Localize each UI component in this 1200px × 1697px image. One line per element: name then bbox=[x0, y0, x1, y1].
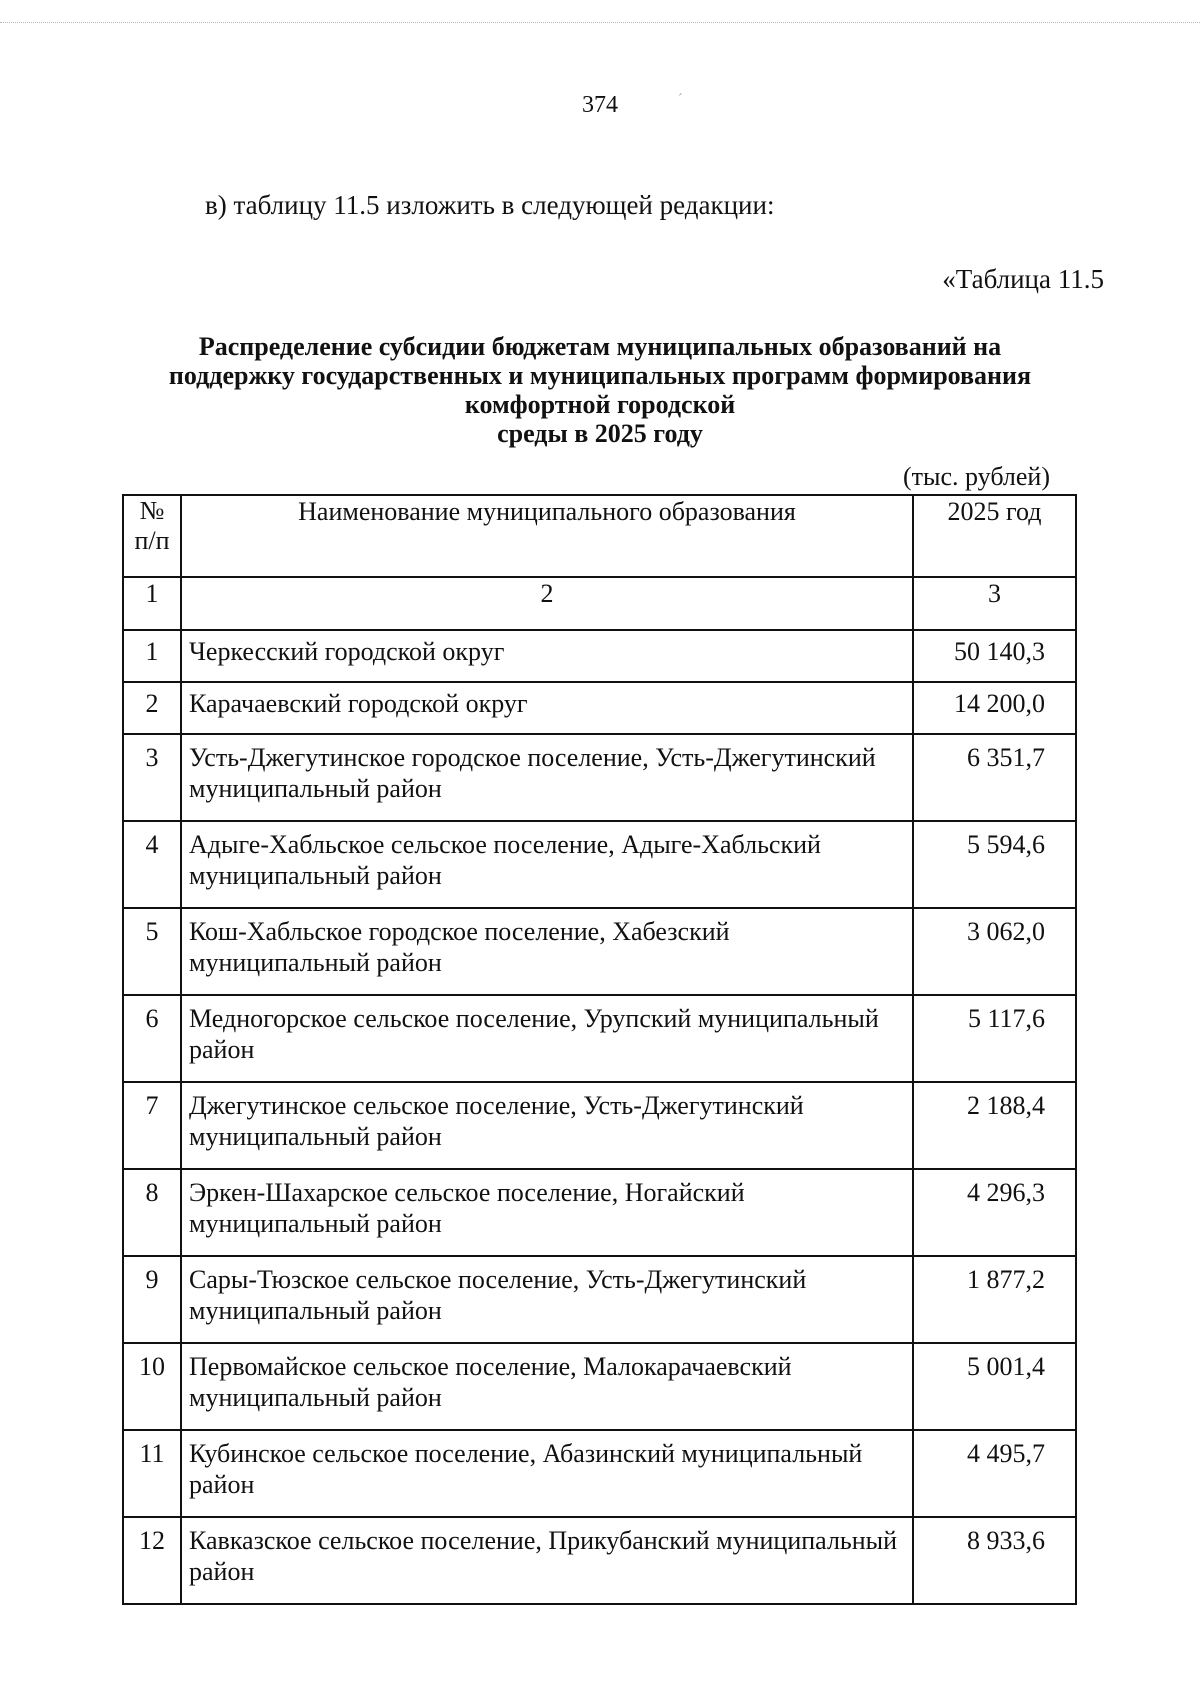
subsidy-amount: 3 062,0 bbox=[913, 908, 1076, 995]
municipality-name: Адыге-Хабльское сельское поселение, Адыге-Хабльский муниципальный район bbox=[181, 821, 913, 908]
municipality-name: Джегутинское сельское поселение, Усть-Джегутинский муниципальный район bbox=[181, 1082, 913, 1169]
table-header-row bbox=[123, 495, 1076, 577]
municipality-name: Первомайское сельское поселение, Малокарачаевский муниципальный район bbox=[181, 1343, 913, 1430]
municipality-name: Черкесский городской округ bbox=[181, 630, 913, 682]
scan-speck: ´ bbox=[678, 92, 683, 107]
table-row bbox=[123, 1256, 1076, 1343]
heading-line: среды в 2025 году bbox=[497, 419, 703, 448]
municipality-name: Кавказское сельское поселение, Прикубанский муниципальный район bbox=[181, 1517, 913, 1604]
row-number: 12 bbox=[123, 1517, 181, 1604]
heading-line: Распределение субсидии бюджетам муниципальных образований на bbox=[198, 332, 1002, 361]
table-row bbox=[123, 1082, 1076, 1169]
heading-line: комфортной городской bbox=[464, 390, 736, 419]
table-row bbox=[123, 995, 1076, 1082]
row-number: 8 bbox=[123, 1169, 181, 1256]
header-number: № п/п bbox=[123, 495, 181, 577]
row-number: 10 bbox=[123, 1343, 181, 1430]
row-number: 9 bbox=[123, 1256, 181, 1343]
subsidy-amount: 5 001,4 bbox=[913, 1343, 1076, 1430]
municipality-name: Усть-Джегутинское городское поселение, Усть-Джегутинский муниципальный район bbox=[181, 734, 913, 821]
subsidy-table bbox=[122, 494, 1077, 1605]
scan-top-edge bbox=[0, 0, 1200, 23]
subsidy-amount: 1 877,2 bbox=[913, 1256, 1076, 1343]
municipality-name: Кубинское сельское поселение, Абазинский муниципальный район bbox=[181, 1430, 913, 1517]
subsidy-amount: 14 200,0 bbox=[913, 682, 1076, 734]
row-number: 3 bbox=[123, 734, 181, 821]
table-heading bbox=[120, 332, 1080, 448]
municipality-name: Сары-Тюзское сельское поселение, Усть-Джегутинский муниципальный район bbox=[181, 1256, 913, 1343]
table-row bbox=[123, 734, 1076, 821]
units-note: (тыс. рублей) bbox=[902, 462, 1050, 491]
row-number: 11 bbox=[123, 1430, 181, 1517]
table-row bbox=[123, 908, 1076, 995]
row-number: 6 bbox=[123, 995, 181, 1082]
municipality-name: Эркен-Шахарское сельское поселение, Ногайский муниципальный район bbox=[181, 1169, 913, 1256]
row-number: 1 bbox=[123, 630, 181, 682]
table-row bbox=[123, 1169, 1076, 1256]
header-name: Наименование муниципального образования bbox=[181, 495, 913, 577]
column-number-row bbox=[123, 577, 1076, 630]
subsidy-amount: 8 933,6 bbox=[913, 1517, 1076, 1604]
row-number: 7 bbox=[123, 1082, 181, 1169]
heading-line: поддержку государственных и муниципальных программ формирования bbox=[168, 361, 1032, 390]
municipality-name: Кош-Хабльское городское поселение, Хабезский муниципальный район bbox=[181, 908, 913, 995]
subsidy-amount: 50 140,3 bbox=[913, 630, 1076, 682]
subsidy-amount: 2 188,4 bbox=[913, 1082, 1076, 1169]
amendment-intro: в) таблицу 11.5 изложить в следующей редакции: bbox=[205, 190, 775, 220]
municipality-name: Медногорское сельское поселение, Урупский муниципальный район bbox=[181, 995, 913, 1082]
table-row bbox=[123, 1343, 1076, 1430]
column-number: 2 bbox=[181, 577, 913, 630]
subsidy-amount: 5 594,6 bbox=[913, 821, 1076, 908]
subsidy-amount: 6 351,7 bbox=[913, 734, 1076, 821]
row-number: 2 bbox=[123, 682, 181, 734]
table-row bbox=[123, 821, 1076, 908]
table-row bbox=[123, 682, 1076, 734]
subsidy-amount: 5 117,6 bbox=[913, 995, 1076, 1082]
table-row bbox=[123, 1517, 1076, 1604]
row-number: 4 bbox=[123, 821, 181, 908]
subsidy-amount: 4 296,3 bbox=[913, 1169, 1076, 1256]
row-number: 5 bbox=[123, 908, 181, 995]
column-number: 1 bbox=[123, 577, 181, 630]
page-number: 374 bbox=[582, 92, 618, 118]
table-row bbox=[123, 630, 1076, 682]
municipality-name: Карачаевский городской округ bbox=[181, 682, 913, 734]
table-label: «Таблица 11.5 bbox=[942, 264, 1104, 294]
subsidy-amount: 4 495,7 bbox=[913, 1430, 1076, 1517]
column-number: 3 bbox=[913, 577, 1076, 630]
table-row bbox=[123, 1430, 1076, 1517]
header-year: 2025 год bbox=[913, 495, 1076, 577]
